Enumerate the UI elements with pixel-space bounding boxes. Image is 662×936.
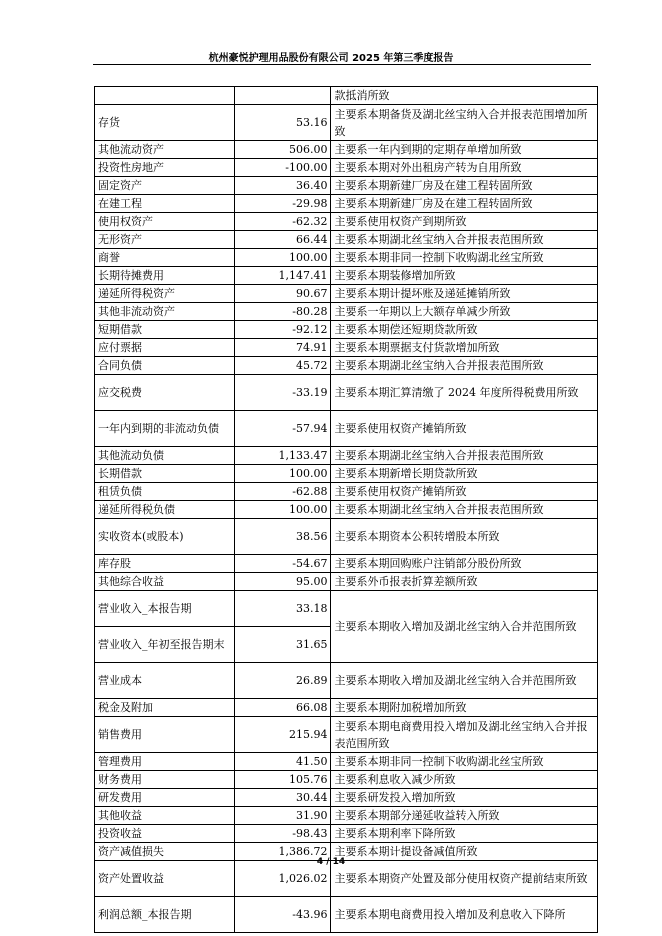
table-cell-change bbox=[235, 411, 331, 447]
table-row bbox=[95, 897, 598, 933]
table-cell-item bbox=[95, 753, 235, 771]
table-cell-change bbox=[235, 267, 331, 285]
table-cell-item bbox=[95, 159, 235, 177]
table-cell-item bbox=[95, 519, 235, 555]
table-cell-reason bbox=[331, 771, 598, 789]
table-cell-change-text: 45.72 bbox=[295, 359, 328, 372]
table-cell-change bbox=[235, 105, 331, 141]
table-cell-reason bbox=[331, 825, 598, 843]
table-row bbox=[95, 663, 598, 699]
table-cell-reason-text: 主要系本期备货及湖北丝宝纳入合并报表范围增加所致 bbox=[334, 107, 588, 138]
table-cell-item bbox=[95, 897, 235, 933]
table-cell-reason bbox=[331, 267, 598, 285]
table-cell-change bbox=[235, 231, 331, 249]
table-cell-item bbox=[95, 465, 235, 483]
table-cell-change bbox=[235, 627, 331, 663]
table-cell-change bbox=[235, 87, 331, 105]
table-cell-reason bbox=[331, 789, 598, 807]
table-cell-item bbox=[95, 105, 235, 141]
table-cell-item-text: 投资收益 bbox=[98, 827, 142, 840]
table-cell-change bbox=[235, 249, 331, 267]
table-row bbox=[95, 411, 598, 447]
table-cell-change-text: 31.65 bbox=[295, 638, 328, 651]
table-cell-change-text: 95.00 bbox=[295, 575, 328, 588]
table-cell-item-text: 资产处置收益 bbox=[98, 872, 164, 885]
table-cell-reason-text: 主要系本期对外出租房产转为自用所致 bbox=[334, 161, 522, 174]
table-cell-change bbox=[235, 519, 331, 555]
table-cell-change bbox=[235, 897, 331, 933]
table-cell-item bbox=[95, 501, 235, 519]
table-cell-change bbox=[235, 141, 331, 159]
table-cell-reason-text: 主要系本期收入增加及湖北丝宝纳入合并范围所致 bbox=[334, 674, 577, 687]
table-cell-reason-text: 主要系本期资产处置及部分使用权资产提前结束所致 bbox=[334, 872, 588, 885]
table-cell-change-text: 100.00 bbox=[288, 251, 328, 264]
table-row bbox=[95, 249, 598, 267]
table-cell-change bbox=[235, 159, 331, 177]
table-cell-item-text: 存货 bbox=[98, 116, 120, 129]
table-cell-item bbox=[95, 249, 235, 267]
table-cell-item-text: 递延所得税负债 bbox=[98, 503, 175, 516]
table-cell-reason-text: 主要系本期附加税增加所致 bbox=[334, 701, 467, 714]
table-cell-change bbox=[235, 501, 331, 519]
table-cell-item-text: 递延所得税资产 bbox=[98, 287, 175, 300]
table-cell-item-text: 短期借款 bbox=[98, 323, 142, 336]
table-cell-item bbox=[95, 177, 235, 195]
table-cell-item-text: 固定资产 bbox=[98, 179, 142, 192]
table-cell-change bbox=[235, 573, 331, 591]
table-cell-item-text: 长期借款 bbox=[98, 467, 142, 480]
table-cell-item-text: 其他收益 bbox=[98, 809, 142, 822]
table-row bbox=[95, 591, 598, 627]
table-cell-change-text: -98.43 bbox=[292, 827, 328, 840]
table-cell-item-text: 营业成本 bbox=[98, 674, 142, 687]
table-cell-change bbox=[235, 447, 331, 465]
table-cell-change-text: -92.12 bbox=[292, 323, 328, 336]
table-cell-item-text: 其他流动资产 bbox=[98, 143, 164, 156]
table-cell-reason-text: 主要系本期计提设备减值所致 bbox=[334, 845, 478, 858]
table-cell-reason-text: 主要系本期湖北丝宝纳入合并报表范围所致 bbox=[334, 233, 544, 246]
table-row bbox=[95, 447, 598, 465]
table-cell-item-text: 销售费用 bbox=[98, 728, 142, 741]
table-cell-item-text: 一年内到期的非流动负债 bbox=[98, 422, 219, 435]
table-cell-item bbox=[95, 825, 235, 843]
table-row bbox=[95, 465, 598, 483]
table-cell-reason bbox=[331, 501, 598, 519]
table-cell-item bbox=[95, 195, 235, 213]
table-cell-change-text: 1,386.72 bbox=[278, 845, 328, 858]
table-cell-item bbox=[95, 213, 235, 231]
table-cell-reason bbox=[331, 303, 598, 321]
table-cell-item bbox=[95, 771, 235, 789]
table-cell-reason bbox=[331, 159, 598, 177]
table-row bbox=[95, 285, 598, 303]
table-cell-change bbox=[235, 789, 331, 807]
table-cell-item-text: 长期待摊费用 bbox=[98, 269, 164, 282]
table-cell-reason: 款抵消所致 bbox=[331, 87, 598, 105]
table-cell-change bbox=[235, 321, 331, 339]
table-cell-change-text: -80.28 bbox=[292, 305, 328, 318]
table-cell-reason-text: 主要系本期汇算清缴了 2024 年度所得税费用所致 bbox=[334, 386, 579, 399]
table-cell-change-text: -43.96 bbox=[292, 908, 328, 921]
table-cell-item-text: 其他非流动资产 bbox=[98, 305, 175, 318]
table-cell-reason-text: 主要系使用权资产摊销所致 bbox=[334, 485, 467, 498]
table-cell-reason bbox=[331, 699, 598, 717]
table-cell-reason-text: 主要系本期非同一控制下收购湖北丝宝所致 bbox=[334, 755, 544, 768]
table-cell-reason bbox=[331, 339, 598, 357]
table-cell-item bbox=[95, 141, 235, 159]
table-row bbox=[95, 105, 598, 141]
table-cell-reason bbox=[331, 519, 598, 555]
table-cell-item-text: 合同负债 bbox=[98, 359, 142, 372]
table-cell-change-text: 506.00 bbox=[288, 143, 328, 156]
table-cell-reason-text: 主要系本期电商费用投入增加及利息收入下降所 bbox=[334, 908, 566, 921]
table-cell-change-text: 215.94 bbox=[288, 728, 328, 741]
page-number: 4 / 14 bbox=[316, 857, 346, 867]
table-cell-item bbox=[95, 699, 235, 717]
table-cell-reason-text: 主要系本期湖北丝宝纳入合并报表范围所致 bbox=[334, 503, 544, 516]
table-cell-item bbox=[95, 285, 235, 303]
table-cell-item bbox=[95, 663, 235, 699]
table-cell-change-text: 66.08 bbox=[295, 701, 328, 714]
table-row bbox=[95, 501, 598, 519]
table-cell-item bbox=[95, 591, 235, 627]
table-row bbox=[95, 159, 598, 177]
table-cell-change bbox=[235, 357, 331, 375]
table-cell-reason bbox=[331, 591, 598, 663]
table-cell-item-text: 财务费用 bbox=[98, 773, 142, 786]
table-cell-item bbox=[95, 231, 235, 249]
table-cell-change-text: -57.94 bbox=[292, 422, 328, 435]
table-cell-change-text: 38.56 bbox=[295, 530, 328, 543]
table-cell-change-text: 53.16 bbox=[295, 116, 328, 129]
table-cell-item bbox=[95, 357, 235, 375]
table-cell-item bbox=[95, 573, 235, 591]
table-cell-reason-text: 主要系本期电商费用投入增加及湖北丝宝纳入合并报表范围所致 bbox=[334, 719, 588, 750]
table-row bbox=[95, 375, 598, 411]
table-cell-reason-text: 主要系本期新建厂房及在建工程转固所致 bbox=[334, 197, 533, 210]
table-cell-item-text: 在建工程 bbox=[98, 197, 142, 210]
table-cell-change bbox=[235, 285, 331, 303]
table-row bbox=[95, 825, 598, 843]
table-cell-reason-text: 主要系本期装修增加所致 bbox=[334, 269, 456, 282]
table-row bbox=[95, 573, 598, 591]
table-cell-item-text: 利润总额_本报告期 bbox=[98, 908, 192, 921]
table-cell-reason-text: 主要系本期收入增加及湖北丝宝纳入合并范围所致 bbox=[334, 620, 577, 633]
table-cell-item bbox=[95, 555, 235, 573]
table-cell-item bbox=[95, 303, 235, 321]
table-cell-item-text: 研发费用 bbox=[98, 791, 142, 804]
table-cell-change bbox=[235, 591, 331, 627]
table-cell-reason bbox=[331, 195, 598, 213]
table-cell-item bbox=[95, 321, 235, 339]
table-cell-reason bbox=[331, 177, 598, 195]
table-cell-reason bbox=[331, 447, 598, 465]
table-cell-reason bbox=[331, 555, 598, 573]
table-cell-item bbox=[95, 411, 235, 447]
table-cell-item-text: 其他流动负债 bbox=[98, 449, 164, 462]
table-cell-reason-text: 主要系研发投入增加所致 bbox=[334, 791, 456, 804]
table-cell-change-text: -33.19 bbox=[292, 386, 328, 399]
table-cell-item-text: 使用权资产 bbox=[98, 215, 153, 228]
table-cell-item bbox=[95, 267, 235, 285]
table-cell-change-text: 1,147.41 bbox=[278, 269, 328, 282]
table-row bbox=[95, 699, 598, 717]
table-cell-item bbox=[95, 627, 235, 663]
table-row bbox=[95, 195, 598, 213]
table-row bbox=[95, 141, 598, 159]
table-cell-reason-text: 主要系本期非同一控制下收购湖北丝宝所致 bbox=[334, 251, 544, 264]
table-cell-change bbox=[235, 483, 331, 501]
table-row bbox=[95, 213, 598, 231]
table-cell-change bbox=[235, 195, 331, 213]
table-cell-change-text: 1,026.02 bbox=[278, 872, 328, 885]
table-cell-item bbox=[95, 87, 235, 105]
table-cell-reason-text: 主要系本期利率下降所致 bbox=[334, 827, 456, 840]
table-cell-reason-text: 主要系外币报表折算差额所致 bbox=[334, 575, 478, 588]
table-row bbox=[95, 339, 598, 357]
table-cell-change-text: 1,133.47 bbox=[278, 449, 328, 462]
table-cell-item bbox=[95, 717, 235, 753]
table-cell-change bbox=[235, 303, 331, 321]
table-cell-reason-text: 主要系使用权资产摊销所致 bbox=[334, 422, 467, 435]
table-cell-change-text: 100.00 bbox=[288, 503, 328, 516]
table-cell-change-text: -62.32 bbox=[292, 215, 328, 228]
table-cell-reason-text: 主要系本期部分递延收益转入所致 bbox=[334, 809, 500, 822]
table-cell-item bbox=[95, 375, 235, 411]
table-cell-reason bbox=[331, 357, 598, 375]
table-cell-item-text: 应付票据 bbox=[98, 341, 142, 354]
table-cell-change bbox=[235, 699, 331, 717]
table-cell-change bbox=[235, 375, 331, 411]
table-cell-change-text: 36.40 bbox=[295, 179, 328, 192]
table-cell-change bbox=[235, 753, 331, 771]
table-cell-change-text: -29.98 bbox=[292, 197, 328, 210]
table-row bbox=[95, 519, 598, 555]
table-cell-change bbox=[235, 825, 331, 843]
table-row bbox=[95, 177, 598, 195]
table-cell-change-text: 33.18 bbox=[295, 602, 328, 615]
table-cell-change bbox=[235, 177, 331, 195]
table-cell-item-text: 商誉 bbox=[98, 251, 120, 264]
table-cell-reason bbox=[331, 807, 598, 825]
table-cell-change-text: 90.67 bbox=[295, 287, 328, 300]
table-cell-reason-text: 主要系本期新建厂房及在建工程转固所致 bbox=[334, 179, 533, 192]
table-row bbox=[95, 267, 598, 285]
table-cell-change-text: 30.44 bbox=[295, 791, 328, 804]
table-row bbox=[95, 771, 598, 789]
table-cell-reason bbox=[331, 573, 598, 591]
table-cell-reason bbox=[331, 897, 598, 933]
table-cell-change bbox=[235, 465, 331, 483]
table-cell-item bbox=[95, 447, 235, 465]
table-cell-reason-text: 主要系一年期以上大额存单减少所致 bbox=[334, 305, 511, 318]
table-cell-change-text: 26.89 bbox=[295, 674, 328, 687]
table-cell-reason bbox=[331, 375, 598, 411]
table-row bbox=[95, 555, 598, 573]
table-cell-item-text: 资产减值损失 bbox=[98, 845, 164, 858]
table-cell-change-text: 31.90 bbox=[295, 809, 328, 822]
table-cell-reason-text: 主要系本期偿还短期贷款所致 bbox=[334, 323, 478, 336]
table-cell-reason-text: 主要系本期计提坏账及递延摊销所致 bbox=[334, 287, 511, 300]
table-cell-reason bbox=[331, 483, 598, 501]
table-cell-change bbox=[235, 213, 331, 231]
header-rule bbox=[93, 64, 591, 65]
table-cell-reason bbox=[331, 321, 598, 339]
table-row bbox=[95, 807, 598, 825]
table-cell-change bbox=[235, 339, 331, 357]
table-cell-reason bbox=[331, 411, 598, 447]
table-cell-change-text: 66.44 bbox=[295, 233, 328, 246]
table-cell-item-text: 应交税费 bbox=[98, 386, 142, 399]
table-cell-item-text: 实收资本(或股本) bbox=[98, 530, 184, 543]
table-cell-item-text: 其他综合收益 bbox=[98, 575, 164, 588]
table-cell-change bbox=[235, 807, 331, 825]
table-cell-change-text: -100.00 bbox=[285, 161, 328, 174]
table-cell-reason bbox=[331, 105, 598, 141]
table-cell-change-text: -54.67 bbox=[292, 557, 328, 570]
table-row bbox=[95, 87, 598, 105]
table-row bbox=[95, 753, 598, 771]
table-row bbox=[95, 303, 598, 321]
table-cell-reason-text: 主要系本期票据支付货款增加所致 bbox=[334, 341, 500, 354]
table-cell-change-text: 100.00 bbox=[288, 467, 328, 480]
table-row bbox=[95, 357, 598, 375]
table-cell-item bbox=[95, 789, 235, 807]
table-cell-item-text: 营业收入_本报告期 bbox=[98, 602, 192, 615]
table-cell-change-text: 105.76 bbox=[288, 773, 328, 786]
table-cell-reason-text: 主要系本期湖北丝宝纳入合并报表范围所致 bbox=[334, 359, 544, 372]
report-header: 杭州豪悦护理用品股份有限公司 2025 年第三季度报告 bbox=[208, 53, 454, 64]
table-cell-reason bbox=[331, 249, 598, 267]
table-cell-item-text: 租赁负债 bbox=[98, 485, 142, 498]
table-cell-change bbox=[235, 663, 331, 699]
table-cell-change bbox=[235, 717, 331, 753]
table-row bbox=[95, 789, 598, 807]
table-cell-reason bbox=[331, 213, 598, 231]
table-cell-item-text: 管理费用 bbox=[98, 755, 142, 768]
table-cell-item bbox=[95, 339, 235, 357]
table-cell-item bbox=[95, 807, 235, 825]
table-cell-reason bbox=[331, 663, 598, 699]
table-cell-item-text: 税金及附加 bbox=[98, 701, 153, 714]
table-cell-change bbox=[235, 555, 331, 573]
table-cell-reason-text: 主要系一年内到期的定期存单增加所致 bbox=[334, 143, 522, 156]
table-cell-reason-text: 主要系利息收入减少所致 bbox=[334, 773, 456, 786]
table-cell-item-text: 投资性房地产 bbox=[98, 161, 164, 174]
table-cell-item-text: 营业收入_年初至报告期末 bbox=[98, 638, 225, 651]
table-cell-reason bbox=[331, 231, 598, 249]
table-cell-reason-text: 主要系使用权资产到期所致 bbox=[334, 215, 467, 228]
table-row bbox=[95, 231, 598, 249]
table-row bbox=[95, 483, 598, 501]
table-row bbox=[95, 717, 598, 753]
balance-change-table bbox=[94, 86, 598, 933]
table-cell-reason bbox=[331, 285, 598, 303]
table-cell-reason bbox=[331, 465, 598, 483]
table-cell-reason-text: 主要系本期湖北丝宝纳入合并报表范围所致 bbox=[334, 449, 544, 462]
table-cell-item-text: 无形资产 bbox=[98, 233, 142, 246]
table-cell-reason bbox=[331, 717, 598, 753]
table-cell-reason-text: 主要系本期新增长期贷款所致 bbox=[334, 467, 478, 480]
table-cell-change-text: 41.50 bbox=[295, 755, 328, 768]
table-cell-reason bbox=[331, 753, 598, 771]
table-cell-reason-text: 主要系本期资本公积转增股本所致 bbox=[334, 530, 500, 543]
table-cell-item bbox=[95, 483, 235, 501]
table-cell-change-text: 74.91 bbox=[295, 341, 328, 354]
table-cell-reason bbox=[331, 141, 598, 159]
table-cell-change-text: -62.88 bbox=[292, 485, 328, 498]
table-cell-change bbox=[235, 771, 331, 789]
table-cell-reason-text: 主要系本期回购账户注销部分股份所致 bbox=[334, 557, 522, 570]
table-cell-item-text: 库存股 bbox=[98, 557, 131, 570]
table-row bbox=[95, 321, 598, 339]
